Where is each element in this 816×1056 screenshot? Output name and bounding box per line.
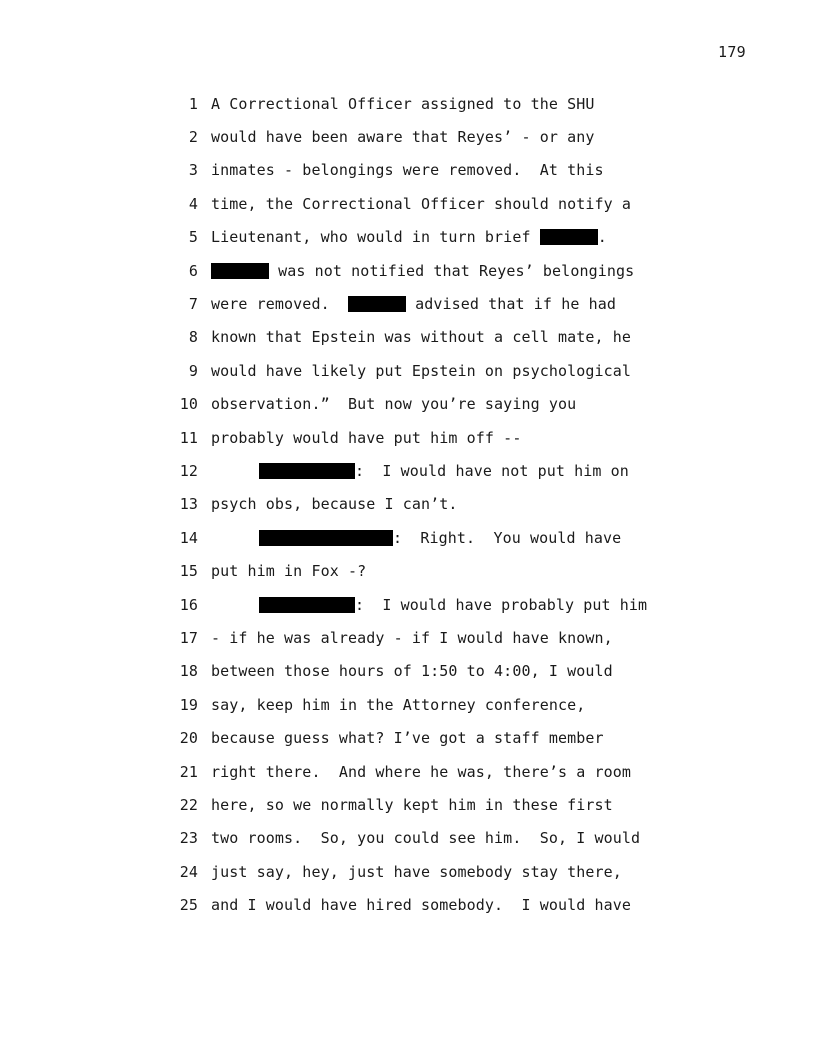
transcript-line	[170, 221, 690, 254]
line-number: 19	[179, 695, 198, 714]
line-text: observation.” But now you’re saying you	[211, 395, 577, 414]
line-number: 6	[188, 261, 198, 280]
line-number: 21	[179, 762, 198, 781]
line-number: 1	[188, 94, 198, 113]
line-text: inmates - belongings were removed. At this	[211, 161, 604, 180]
line-number: 11	[179, 428, 198, 447]
line-text: just say, hey, just have somebody stay there,	[211, 862, 622, 881]
line-text: here, so we normally kept him in these first	[211, 795, 613, 814]
line-number: 5	[188, 228, 198, 247]
line-text	[211, 295, 616, 313]
line-text: time, the Correctional Officer should notify a	[211, 194, 632, 213]
line-number: 23	[179, 829, 198, 848]
transcript-line	[170, 655, 690, 688]
redaction-box	[259, 597, 355, 613]
line-number: 3	[188, 161, 198, 180]
line-text	[211, 462, 629, 480]
line-text: known that Epstein was without a cell mate, he	[211, 328, 632, 347]
line-number: 2	[188, 128, 198, 147]
transcript-body	[170, 87, 690, 922]
transcript-line	[170, 855, 690, 888]
transcript-line	[170, 321, 690, 354]
line-text: would have been aware that Reyes’ - or any	[211, 128, 595, 147]
transcript-line	[170, 187, 690, 220]
line-text: because guess what? I’ve got a staff member	[211, 729, 604, 748]
line-number: 10	[179, 395, 198, 414]
line-number: 4	[188, 194, 198, 213]
transcript-line	[170, 554, 690, 587]
transcript-line	[170, 388, 690, 421]
transcript-line	[170, 621, 690, 654]
line-text: between those hours of 1:50 to 4:00, I would	[211, 662, 613, 681]
line-text: and I would have hired somebody. I would have	[211, 896, 632, 915]
line-text	[211, 262, 634, 280]
line-number: 16	[179, 595, 198, 614]
transcript-line	[170, 488, 690, 521]
line-text: put him in Fox -?	[211, 562, 367, 581]
line-number: 20	[179, 729, 198, 748]
line-text-after: was not notified that Reyes’ belongings	[269, 261, 635, 280]
line-text: would have likely put Epstein on psychological	[211, 361, 632, 380]
redaction-box	[259, 463, 355, 479]
transcript-line	[170, 755, 690, 788]
redaction-box	[540, 229, 598, 245]
transcript-line	[170, 521, 690, 554]
line-number: 14	[179, 528, 198, 547]
transcript-line	[170, 822, 690, 855]
line-number: 8	[188, 328, 198, 347]
line-text-after: : I would have probably put him	[355, 595, 648, 614]
line-number: 15	[179, 562, 198, 581]
line-text-after: advised that if he had	[405, 295, 616, 314]
transcript-line	[170, 588, 690, 621]
line-text	[211, 596, 647, 614]
page-number: 179	[718, 43, 746, 61]
line-number: 22	[179, 795, 198, 814]
line-text: say, keep him in the Attorney conference,	[211, 695, 586, 714]
redaction-box	[211, 263, 269, 279]
transcript-line	[170, 688, 690, 721]
line-number: 24	[179, 862, 198, 881]
line-text: psych obs, because I can’t.	[211, 495, 458, 514]
transcript-line	[170, 154, 690, 187]
line-text: two rooms. So, you could see him. So, I would	[211, 829, 641, 848]
line-text-after: .	[597, 228, 607, 247]
line-number: 13	[179, 495, 198, 514]
redaction-box	[348, 296, 406, 312]
line-text: right there. And where he was, there’s a room	[211, 762, 632, 781]
line-number: 7	[188, 295, 198, 314]
transcript-line	[170, 888, 690, 921]
transcript-line	[170, 254, 690, 287]
transcript-line	[170, 287, 690, 320]
line-text-before: were removed.	[211, 295, 348, 314]
line-text: - if he was already - if I would have known,	[211, 628, 613, 647]
line-number: 25	[179, 896, 198, 915]
line-number: 12	[179, 461, 198, 480]
line-text	[211, 228, 607, 246]
line-text-after: : Right. You would have	[393, 528, 622, 547]
line-text: probably would have put him off --	[211, 428, 522, 447]
line-text-before: Lieutenant, who would in turn brief	[211, 228, 540, 247]
line-text	[211, 529, 621, 547]
transcript-line	[170, 788, 690, 821]
transcript-line	[170, 87, 690, 120]
redaction-box	[259, 530, 393, 546]
transcript-line	[170, 354, 690, 387]
transcript-line	[170, 454, 690, 487]
line-number: 17	[179, 628, 198, 647]
line-number: 18	[179, 662, 198, 681]
line-text-after: : I would have not put him on	[355, 461, 629, 480]
transcript-line	[170, 421, 690, 454]
line-number: 9	[188, 361, 198, 380]
line-text: A Correctional Officer assigned to the SHU	[211, 94, 595, 113]
transcript-line	[170, 120, 690, 153]
transcript-line	[170, 721, 690, 754]
